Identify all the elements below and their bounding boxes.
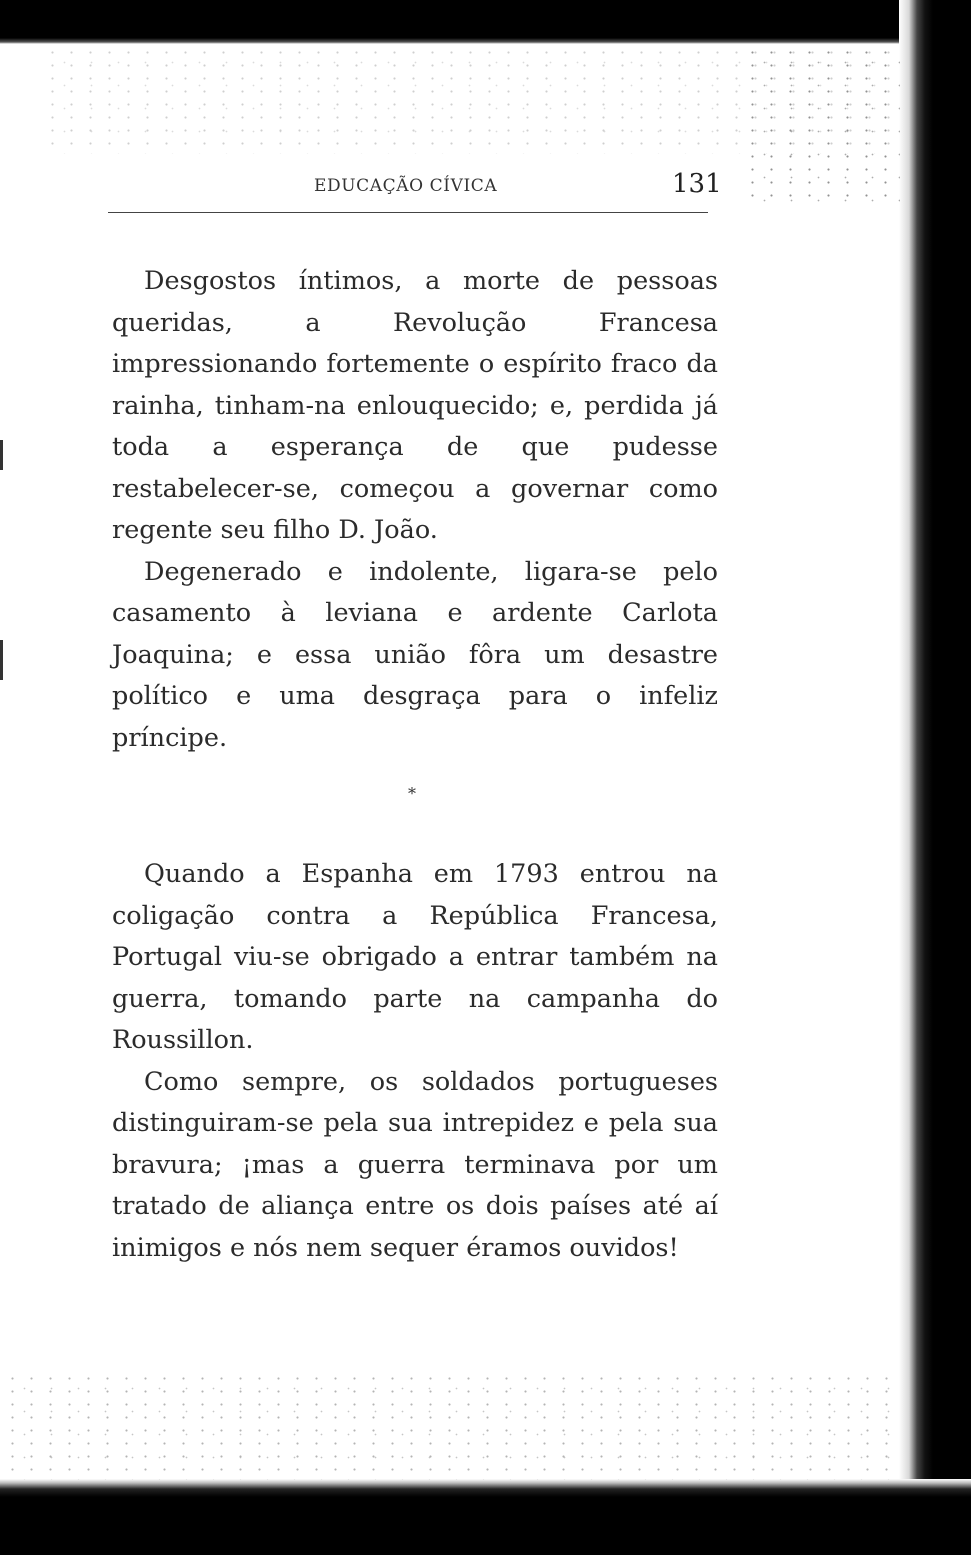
paragraph: Degenerado e indolente, ligara-se pelo casamento à leviana e ardente Carlota Joaquina; e essa união fôra um desastre político e uma desgraça para o infeliz príncipe. xyxy=(112,556,718,753)
text-section-1 xyxy=(112,261,718,759)
text-section-2 xyxy=(112,854,718,1269)
scan-border-top xyxy=(0,0,971,44)
scan-noise-top-right xyxy=(740,44,900,204)
header-rule xyxy=(108,212,708,213)
page-number: 131 xyxy=(672,169,722,199)
paragraph: Desgostos íntimos, a morte de pessoas queridas, a Revolução Francesa impressionando fortemente o espírito fraco da rainha, tinham-na enlouquecido; e, perdida já toda a esperança de que pudesse restabelecer-se, começou a governar como regente seu filho D. João. xyxy=(112,266,718,545)
paragraph: Quando a Espanha em 1793 entrou na coligação contra a República Francesa, Portugal viu-se obrigado a entrar também na guerra, tomando parte na campanha do Roussillon. xyxy=(112,859,718,1055)
paragraph: Como sempre, os soldados portugueses distinguiram-se pela sua intrepidez e pela sua bravura; ¡mas a guerra terminava por um tratado de aliança entre os dois países até aí inimigos e nós nem sequer éramos ouvidos! xyxy=(112,1066,718,1263)
section-separator: * xyxy=(408,784,416,803)
running-title: EDUCAÇÃO CÍVICA xyxy=(314,176,498,196)
scan-border-bottom xyxy=(0,1479,971,1555)
scan-edge-mark xyxy=(0,640,3,680)
scan-edge-mark xyxy=(0,440,3,470)
scan-noise-bottom xyxy=(0,1370,900,1480)
scan-border-right xyxy=(899,0,971,1555)
